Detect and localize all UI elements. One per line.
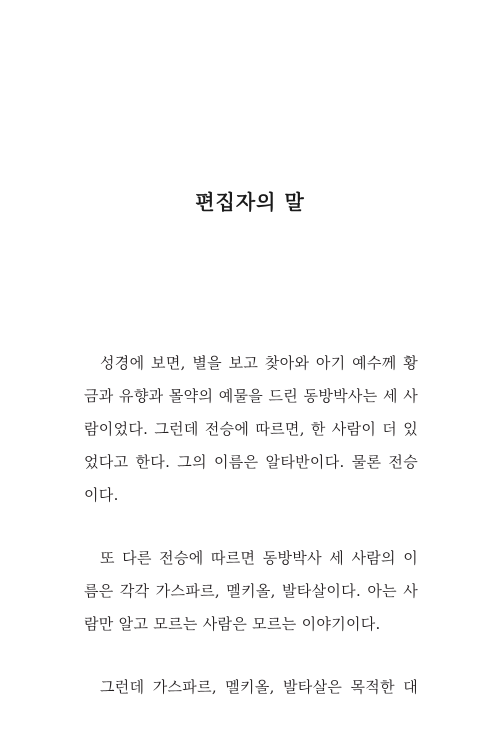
text-line: 이다. <box>84 486 119 504</box>
text-line: 람이었다. 그런데 전승에 따르면, 한 사람이 더 있 <box>84 420 418 438</box>
paragraph-gap <box>84 641 418 671</box>
page-title: 편집자의 말 <box>195 190 305 214</box>
text-line: 람만 알고 모르는 사람은 모르는 이야기이다. <box>84 615 381 633</box>
body-text <box>84 347 418 704</box>
paragraph-3 <box>84 671 418 704</box>
paragraph-2 <box>84 542 418 641</box>
text-line: 그런데 가스파르, 멜키올, 발타살은 목적한 대 <box>100 678 418 696</box>
paragraph-gap <box>84 512 418 542</box>
text-line: 금과 유향과 몰약의 예물을 드린 동방박사는 세 사 <box>84 387 418 405</box>
text-line: 었다고 한다. 그의 이름은 알타반이다. 물론 전승 <box>84 453 418 471</box>
text-line: 성경에 보면, 별을 보고 찾아와 아기 예수께 황 <box>100 354 418 372</box>
text-line: 름은 각각 가스파르, 멜키올, 발타살이다. 아는 사 <box>84 582 418 600</box>
paragraph-1 <box>84 347 418 512</box>
text-line: 또 다른 전승에 따르면 동방박사 세 사람의 이 <box>100 549 418 567</box>
